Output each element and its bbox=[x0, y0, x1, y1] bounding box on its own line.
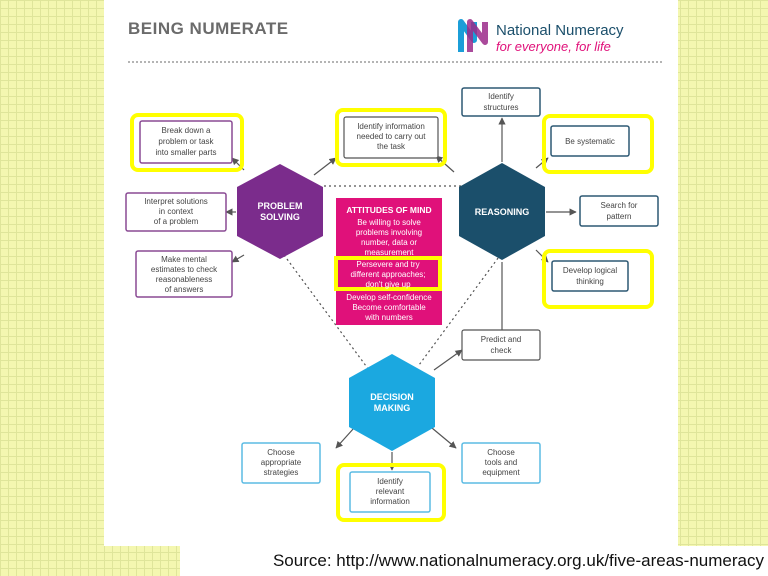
svg-text:problems involving: problems involving bbox=[355, 228, 423, 237]
svg-text:information: information bbox=[370, 497, 410, 506]
svg-text:relevant: relevant bbox=[375, 487, 405, 496]
svg-text:thinking: thinking bbox=[576, 277, 604, 286]
svg-text:of a problem: of a problem bbox=[153, 217, 199, 226]
svg-text:Choose: Choose bbox=[487, 448, 515, 457]
svg-text:MAKING: MAKING bbox=[373, 403, 411, 413]
svg-text:strategies: strategies bbox=[263, 468, 299, 477]
svg-text:Identify: Identify bbox=[488, 92, 514, 101]
svg-text:Interpret solutions: Interpret solutions bbox=[144, 197, 208, 206]
svg-text:PROBLEM: PROBLEM bbox=[257, 201, 303, 211]
svg-text:tools and: tools and bbox=[484, 458, 518, 467]
attitudes-of-mind-box bbox=[336, 198, 442, 325]
box-interpret bbox=[126, 193, 226, 231]
svg-text:Search for: Search for bbox=[600, 201, 638, 210]
svg-text:Make mental: Make mental bbox=[161, 255, 207, 264]
box-identify-structures bbox=[462, 88, 540, 116]
svg-text:Identify: Identify bbox=[377, 477, 403, 486]
svg-text:of answers: of answers bbox=[164, 285, 204, 294]
box-choose-tools bbox=[462, 443, 540, 483]
svg-text:Predict and: Predict and bbox=[480, 335, 522, 344]
hexagon-reasoning bbox=[459, 163, 545, 260]
box-search-pattern bbox=[580, 196, 658, 226]
svg-text:with numbers: with numbers bbox=[365, 313, 413, 322]
attitudes-title: ATTITUDES OF MIND bbox=[346, 205, 432, 215]
svg-text:DECISION: DECISION bbox=[370, 392, 414, 402]
svg-text:Choose: Choose bbox=[267, 448, 295, 457]
svg-text:equipment: equipment bbox=[482, 468, 520, 477]
svg-text:Identify information: Identify information bbox=[357, 122, 425, 131]
numeracy-diagram bbox=[104, 0, 678, 546]
box-logical-thinking bbox=[544, 251, 652, 307]
svg-text:number, data or: number, data or bbox=[360, 238, 418, 247]
svg-text:in context: in context bbox=[158, 207, 194, 216]
confidence-text: Develop self-confidence bbox=[346, 293, 432, 302]
box-be-systematic bbox=[544, 116, 652, 172]
box-estimates bbox=[136, 251, 232, 297]
box-predict-check bbox=[462, 330, 540, 360]
svg-text:Be systematic: Be systematic bbox=[565, 137, 615, 146]
slide bbox=[104, 0, 678, 546]
hexagon-problem-solving bbox=[237, 164, 323, 259]
source-caption: Source: http://www.nationalnumeracy.org.uk/five-areas-numeracy bbox=[180, 546, 768, 576]
svg-text:problem or task: problem or task bbox=[158, 137, 214, 146]
svg-text:Become comfortable: Become comfortable bbox=[352, 303, 426, 312]
svg-text:estimates to check: estimates to check bbox=[150, 265, 218, 274]
brand-name: National Numeracy bbox=[496, 22, 624, 39]
svg-text:the task: the task bbox=[376, 142, 406, 151]
svg-text:REASONING: REASONING bbox=[474, 207, 530, 217]
svg-text:different approaches;: different approaches; bbox=[350, 270, 426, 279]
svg-text:check: check bbox=[490, 346, 512, 355]
box-choose-strategies bbox=[242, 443, 320, 483]
persevere-text: Persevere and try bbox=[356, 260, 420, 269]
svg-text:Develop logical: Develop logical bbox=[562, 266, 618, 275]
svg-text:appropriate: appropriate bbox=[260, 458, 302, 467]
box-identify-relevant bbox=[338, 465, 444, 520]
svg-text:structures: structures bbox=[483, 103, 519, 112]
svg-text:pattern: pattern bbox=[606, 212, 632, 221]
brand-tagline: for everyone, for life bbox=[496, 39, 611, 54]
hexagon-decision-making bbox=[349, 354, 435, 451]
svg-text:SOLVING: SOLVING bbox=[260, 212, 300, 222]
box-break-down bbox=[132, 115, 242, 170]
svg-text:measurement: measurement bbox=[364, 248, 414, 257]
national-numeracy-logo bbox=[461, 22, 485, 52]
svg-text:needed to carry out: needed to carry out bbox=[356, 132, 426, 141]
svg-text:reasonableness: reasonableness bbox=[155, 275, 213, 284]
page-title: BEING NUMERATE bbox=[128, 19, 289, 38]
svg-text:don't give up: don't give up bbox=[365, 280, 411, 289]
svg-text:Break down a: Break down a bbox=[161, 126, 211, 135]
svg-text:into smaller parts: into smaller parts bbox=[155, 148, 217, 157]
svg-text:Be willing to solve: Be willing to solve bbox=[357, 218, 421, 227]
box-identify-information bbox=[337, 110, 445, 165]
